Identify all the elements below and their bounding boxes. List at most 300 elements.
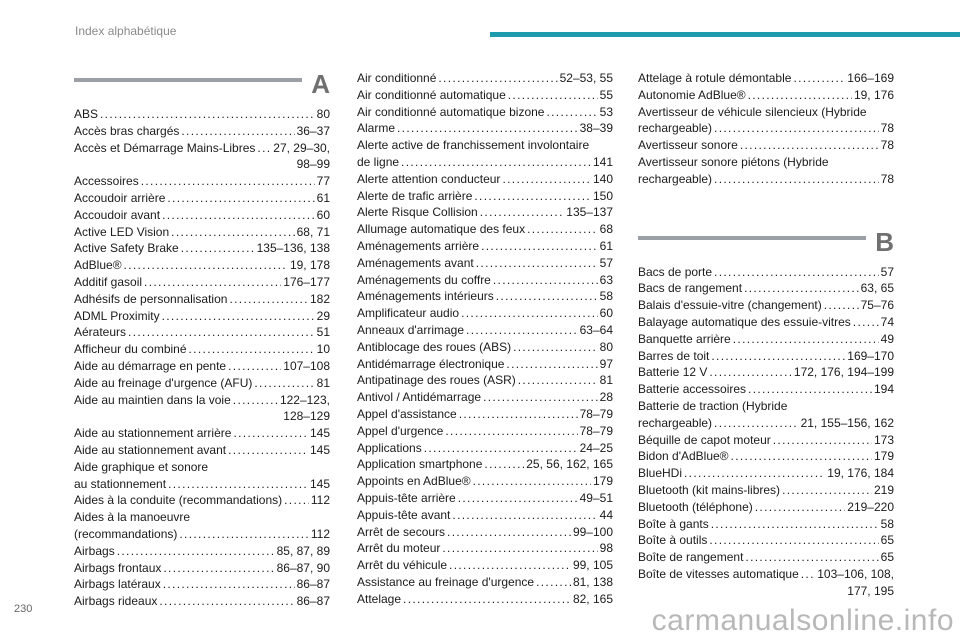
index-entry <box>357 440 613 457</box>
index-entry-preline: Avertisseur de véhicule silencieux (Hybride <box>638 104 867 119</box>
index-entry-pages: 27, 29–30, <box>273 140 330 155</box>
index-entry <box>357 87 613 104</box>
dot-leader <box>466 322 578 339</box>
index-entry-pages: 98 <box>599 541 613 556</box>
index-entry <box>74 240 330 257</box>
index-entry-pages: 219 <box>873 482 894 497</box>
dot-leader <box>709 532 878 549</box>
dot-leader <box>502 171 591 188</box>
index-entry-term: Afficheur du combiné <box>74 342 187 357</box>
index-entry-term: Appuis-tête arrière <box>357 490 456 505</box>
index-entry-term: AdBlue® <box>74 258 122 273</box>
index-entry-term: Airbags rideaux <box>74 594 158 609</box>
index-entry <box>357 540 613 557</box>
index-entry <box>357 188 613 205</box>
index-list <box>638 264 894 600</box>
index-entry-pages: 86–87 <box>296 577 330 592</box>
index-entry-pages: 68, 71 <box>296 224 330 239</box>
index-entry-term: Bacs de rangement <box>638 281 743 296</box>
index-entry-term: Antiblocage des roues (ABS) <box>357 339 512 354</box>
index-entry-pages: 58 <box>880 516 894 531</box>
index-entry-pages: 182 <box>309 291 330 306</box>
index-entry <box>74 560 330 577</box>
index-entry-term: Air conditionné automatique bizone <box>357 104 545 119</box>
index-entry-term: Allumage automatique des feux <box>357 222 526 237</box>
index-entry <box>74 224 330 241</box>
header-title: Index alphabétique <box>75 24 177 38</box>
index-entry-pages: 78–79 <box>579 423 613 438</box>
section-header-a <box>74 70 330 106</box>
index-entry <box>74 173 330 190</box>
index-entry <box>357 272 613 289</box>
dot-leader <box>167 190 314 207</box>
index-entry <box>74 324 330 341</box>
index-list <box>74 106 330 610</box>
index-entry <box>74 425 330 442</box>
index-column-2 <box>357 70 613 608</box>
dot-leader <box>284 492 309 509</box>
index-entry-pages: 179 <box>873 449 894 464</box>
dot-leader <box>744 280 859 297</box>
index-entry-pages: 97 <box>599 356 613 371</box>
index-entry-pages: 28 <box>599 390 613 405</box>
index-entry-pages-continued: 98–99 <box>296 157 330 172</box>
index-entry <box>638 415 894 432</box>
index-entry <box>357 524 613 541</box>
index-entry <box>74 274 330 291</box>
index-entry-preline: Alerte active de franchissement involontaire <box>357 138 590 153</box>
index-entry-pages: 57 <box>880 264 894 279</box>
index-entry-pages: 107–108 <box>283 358 330 373</box>
dot-leader <box>496 288 598 305</box>
index-entry <box>357 322 613 339</box>
index-entry-term: Active Safety Brake <box>74 241 179 256</box>
dot-leader <box>484 456 524 473</box>
dot-leader <box>442 540 597 557</box>
index-entry <box>357 221 613 238</box>
index-entry-term: Anneaux d'arrimage <box>357 322 465 337</box>
dot-leader <box>782 482 872 499</box>
index-entry <box>74 442 330 459</box>
index-entry-pages: 74 <box>880 314 894 329</box>
index-entry <box>74 291 330 308</box>
dot-leader <box>748 87 852 104</box>
index-entry-pages: 99–100 <box>572 524 613 539</box>
index-entry-pages: 36–37 <box>296 123 330 138</box>
index-entry <box>638 532 894 549</box>
index-entry <box>357 70 613 87</box>
index-entry-pages: 19, 176 <box>853 87 894 102</box>
index-entry-term: Boîte de rangement <box>638 550 744 565</box>
dot-leader <box>257 140 271 157</box>
index-entry <box>638 314 894 331</box>
dot-leader <box>518 372 598 389</box>
dot-leader <box>449 557 571 574</box>
index-entry-pages: 219–220 <box>847 499 894 514</box>
index-entry-pages: 145 <box>309 426 330 441</box>
index-entry-pages: 58 <box>599 289 613 304</box>
index-entry-pages: 24–25 <box>579 440 613 455</box>
index-entry-pages: 55 <box>599 87 613 102</box>
index-entry-term: Air conditionné automatique <box>357 87 506 102</box>
index-entry-pages: 65 <box>880 550 894 565</box>
index-entry-pages: 65 <box>880 533 894 548</box>
index-entry-pages: 135–136, 138 <box>256 241 330 256</box>
index-entry-pages: 38–39 <box>579 121 613 136</box>
dot-leader <box>171 224 294 241</box>
index-entry-pages: 63 <box>599 272 613 287</box>
section-letter: A <box>311 69 330 99</box>
index-entry <box>74 123 330 140</box>
index-entry-term: Additif gasoil <box>74 274 143 289</box>
index-entry-term: Arrêt du moteur <box>357 541 441 556</box>
index-entry-pages: 78 <box>880 138 894 153</box>
index-entry-pages: 63–64 <box>579 322 613 337</box>
index-entry-term: Aménagements intérieurs <box>357 289 494 304</box>
index-entry <box>638 364 894 381</box>
page-number: 230 <box>14 603 33 615</box>
dot-leader <box>773 432 872 449</box>
index-list <box>638 70 894 188</box>
index-entry <box>357 204 613 221</box>
index-entry-preline: Avertisseur sonore piétons (Hybride <box>638 154 829 169</box>
dot-leader <box>709 364 792 381</box>
dot-leader <box>163 560 274 577</box>
index-entry <box>74 341 330 358</box>
index-entry-pages-continued: 177, 195 <box>847 583 894 598</box>
index-entry-pages: 19, 178 <box>289 258 330 273</box>
index-entry-preline: Batterie de traction (Hybride <box>638 398 788 413</box>
index-entry-term: Bidon d'AdBlue® <box>638 449 729 464</box>
dot-leader <box>181 240 255 257</box>
index-entry-pages: 63, 65 <box>860 281 894 296</box>
index-entry-pages: 21, 155–156, 162 <box>800 415 894 430</box>
dot-leader <box>254 375 314 392</box>
index-entry-pages: 78 <box>880 171 894 186</box>
index-entry <box>74 358 330 375</box>
index-list <box>357 70 613 608</box>
index-entry <box>74 140 330 157</box>
index-entry-term: Aides à la conduite (recommandations) <box>74 493 283 508</box>
index-entry-term: Alerte attention conducteur <box>357 171 501 186</box>
index-entry-pages: 53 <box>599 104 613 119</box>
index-entry-term: Active LED Vision <box>74 224 170 239</box>
index-entry <box>74 190 330 207</box>
index-entry <box>357 557 613 574</box>
index-entry-pages: 25, 56, 162, 165 <box>526 457 613 472</box>
dot-leader <box>179 526 308 543</box>
index-entry-preline: Aides à la manoeuvre <box>74 510 191 525</box>
dot-leader <box>100 106 315 123</box>
index-entry <box>357 339 613 356</box>
index-entry <box>357 255 613 272</box>
dot-leader <box>506 356 597 373</box>
index-entry <box>638 297 894 314</box>
dot-leader <box>438 70 557 87</box>
dot-leader <box>141 173 315 190</box>
index-entry-pages: 10 <box>316 342 330 357</box>
index-entry-term: Aérateurs <box>74 325 127 340</box>
index-entry <box>74 526 330 543</box>
dot-leader <box>163 576 295 593</box>
index-entry <box>74 492 330 509</box>
section-letter: B <box>875 226 894 257</box>
dot-leader <box>233 392 278 409</box>
index-entry-term: Adhésifs de personnalisation <box>74 291 228 306</box>
index-entry <box>357 507 613 524</box>
index-entry <box>357 456 613 473</box>
index-entry-term: Aide au stationnement arrière <box>74 426 232 441</box>
index-entry-term: Batterie 12 V <box>638 365 708 380</box>
index-entry-pages: 44 <box>599 507 613 522</box>
index-entry-term: Appoints en AdBlue® <box>357 474 471 489</box>
dot-leader <box>473 473 591 490</box>
dot-leader <box>229 291 308 308</box>
index-entry-term: de ligne <box>357 154 400 169</box>
dot-leader <box>536 574 571 591</box>
dot-leader <box>480 204 565 221</box>
index-entry-pages: 49 <box>880 331 894 346</box>
index-entry <box>74 593 330 610</box>
dot-leader <box>461 305 598 322</box>
index-entry-term: ADML Proximity <box>74 308 160 323</box>
index-entry <box>638 137 894 154</box>
index-entry-term: au stationnement <box>74 476 167 491</box>
index-entry-pages: 194 <box>873 382 894 397</box>
index-entry-term: Air conditionné <box>357 71 437 85</box>
section-rule <box>74 78 302 82</box>
index-entry-term: Béquille de capot moteur <box>638 432 771 447</box>
index-entry <box>357 104 613 121</box>
index-entry-term: Balais d'essuie-vitre (changement) <box>638 298 822 313</box>
dot-leader <box>162 207 315 224</box>
index-entry-term: Bluetooth (téléphone) <box>638 499 753 514</box>
dot-leader <box>459 406 578 423</box>
dot-leader <box>481 238 598 255</box>
index-entry <box>638 465 894 482</box>
dot-leader <box>233 425 308 442</box>
index-entry-pages: 52–53, 55 <box>559 71 613 85</box>
index-column-3 <box>638 70 894 600</box>
index-entry <box>74 375 330 392</box>
dot-leader <box>745 549 878 566</box>
index-entry-term: Aide au maintien dans la voie <box>74 392 231 407</box>
index-entry <box>74 106 330 123</box>
index-entry-term: rechargeable) <box>638 121 713 136</box>
dot-leader <box>181 123 294 140</box>
index-entry-term: Boîte à gants <box>638 516 709 531</box>
index-entry <box>357 591 613 608</box>
dot-leader <box>458 490 578 507</box>
dot-leader <box>748 381 872 398</box>
index-entry-pages: 172, 176, 194–199 <box>793 365 894 380</box>
index-entry <box>74 207 330 224</box>
index-entry <box>638 348 894 365</box>
index-entry-term: Arrêt de secours <box>357 524 446 539</box>
index-entry-pages: 176–177 <box>283 274 330 289</box>
index-entry-pages: 80 <box>316 107 330 121</box>
dot-leader <box>731 448 872 465</box>
index-column-1 <box>74 70 330 610</box>
dot-leader <box>117 543 275 560</box>
index-entry-term: Amplificateur audio <box>357 306 460 321</box>
index-entry-term: Antipatinage des roues (ASR) <box>357 373 516 388</box>
index-entry-term: Banquette arrière <box>638 331 731 346</box>
index-entry-pages: 86–87, 90 <box>276 560 330 575</box>
index-entry-term: Airbags latéraux <box>74 577 161 592</box>
watermark: carmanualsonline.info <box>651 604 954 637</box>
index-entry-pages: 57 <box>599 255 613 270</box>
dot-leader <box>144 274 281 291</box>
dot-leader <box>228 358 281 375</box>
dot-leader <box>162 308 315 325</box>
dot-leader <box>168 476 308 493</box>
dot-leader <box>447 524 571 541</box>
index-entry-term: Bluetooth (kit mains-libres) <box>638 482 781 497</box>
index-entry-term: Bacs de porte <box>638 264 713 279</box>
index-entry-pages: 166–169 <box>847 71 894 85</box>
index-entry-pages: 61 <box>316 190 330 205</box>
section-rule <box>638 236 866 240</box>
index-entry-pages: 86–87 <box>296 594 330 609</box>
dot-leader <box>714 171 879 188</box>
index-entry-pages: 80 <box>599 339 613 354</box>
dot-leader <box>401 154 591 171</box>
dot-leader <box>189 341 315 358</box>
index-entry-pages: 122–123, <box>279 392 330 407</box>
index-entry <box>638 448 894 465</box>
dot-leader <box>124 257 288 274</box>
index-entry <box>638 280 894 297</box>
dot-leader <box>853 314 879 331</box>
index-entry <box>74 576 330 593</box>
index-entry-term: Accès et Démarrage Mains-Libres <box>74 140 256 155</box>
dot-leader <box>711 348 845 365</box>
index-entry-term: Arrêt du véhicule <box>357 558 448 573</box>
index-entry-pages: 112 <box>310 493 330 508</box>
index-entry-pages: 60 <box>599 306 613 321</box>
index-entry-term: Balayage automatique des essuie-vitres <box>638 314 851 329</box>
index-entry-term: Appel d'assistance <box>357 406 457 421</box>
index-entry-pages: 77 <box>316 174 330 189</box>
index-entry <box>74 543 330 560</box>
dot-leader <box>228 442 308 459</box>
index-entry-pages: 145 <box>309 442 330 457</box>
index-entry <box>357 423 613 440</box>
index-entry <box>638 516 894 533</box>
index-entry-term: Batterie accessoires <box>638 382 747 397</box>
dot-leader <box>452 507 597 524</box>
index-entry <box>357 372 613 389</box>
dot-leader <box>793 70 845 87</box>
dot-leader <box>508 87 598 104</box>
dot-leader <box>424 440 578 457</box>
dot-leader <box>733 331 879 348</box>
index-entry <box>357 473 613 490</box>
index-entry-pages: 99, 105 <box>572 558 613 573</box>
index-entry-term: Airbags frontaux <box>74 560 162 575</box>
index-entry-pages: 19, 176, 184 <box>827 466 894 481</box>
index-entry-pages: 82, 165 <box>572 591 613 606</box>
index-entry <box>74 257 330 274</box>
index-entry-term: Accoudoir arrière <box>74 190 166 205</box>
index-entry <box>638 171 894 188</box>
index-entry-pages: 141 <box>592 154 613 169</box>
dot-leader <box>493 272 598 289</box>
index-entry-pages: 78 <box>880 121 894 136</box>
index-entry <box>638 87 894 104</box>
index-entry <box>357 120 613 137</box>
index-entry <box>638 264 894 281</box>
dot-leader <box>755 499 846 516</box>
index-entry <box>357 238 613 255</box>
index-entry-term: Airbags <box>74 543 115 558</box>
dot-leader <box>714 264 879 281</box>
index-entry-pages: 29 <box>316 308 330 323</box>
dot-leader <box>714 415 799 432</box>
index-entry-term: Accès bras chargés <box>74 123 180 138</box>
dot-leader <box>527 221 598 238</box>
index-entry <box>357 356 613 373</box>
index-entry <box>638 549 894 566</box>
index-entry-term: Appuis-tête avant <box>357 507 451 522</box>
index-entry <box>357 574 613 591</box>
dot-leader <box>546 104 597 121</box>
dot-leader <box>474 188 591 205</box>
index-entry-preline: Aide graphique et sonore <box>74 459 209 474</box>
index-entry-term: Aide au démarrage en pente <box>74 358 227 373</box>
index-entry-pages: 51 <box>316 325 330 340</box>
index-entry-term: Aménagements arrière <box>357 238 480 253</box>
dot-leader <box>684 465 825 482</box>
index-entry-pages: 60 <box>316 207 330 222</box>
index-entry-term: Attelage à rotule démontable <box>638 71 792 85</box>
index-entry-term: Accessoires <box>74 174 139 189</box>
index-entry-pages: 112 <box>310 526 330 541</box>
index-entry <box>74 476 330 493</box>
dot-leader <box>711 516 879 533</box>
index-entry-term: Antivol / Antidémarrage <box>357 390 482 405</box>
index-entry-term: Application smartphone <box>357 457 483 472</box>
index-entry <box>357 171 613 188</box>
dot-leader <box>801 566 815 583</box>
index-entry-term: Boîte à outils <box>638 533 708 548</box>
index-entry <box>357 154 613 171</box>
dot-leader <box>513 339 598 356</box>
dot-leader <box>128 324 315 341</box>
index-entry-term: Aide au stationnement avant <box>74 442 227 457</box>
index-entry <box>638 70 894 87</box>
index-entry-term: Alarme <box>357 121 396 136</box>
index-entry <box>638 331 894 348</box>
index-entry <box>638 566 894 583</box>
index-entry-pages: 49–51 <box>579 490 613 505</box>
index-entry-term: Autonomie AdBlue® <box>638 87 746 102</box>
dot-leader <box>476 255 598 272</box>
index-entry-pages: 145 <box>309 476 330 491</box>
index-entry-pages: 179 <box>592 474 613 489</box>
index-entry-pages: 135–137 <box>566 205 613 220</box>
index-entry-pages: 85, 87, 89 <box>276 543 330 558</box>
index-entry-pages: 81 <box>599 373 613 388</box>
dot-leader <box>445 423 577 440</box>
index-entry-term: (recommandations) <box>74 526 178 541</box>
section-header-b <box>638 228 894 264</box>
index-entry-pages: 68 <box>599 222 613 237</box>
index-entry <box>638 381 894 398</box>
index-entry-pages: 61 <box>599 238 613 253</box>
index-entry-term: Antidémarrage électronique <box>357 356 505 371</box>
